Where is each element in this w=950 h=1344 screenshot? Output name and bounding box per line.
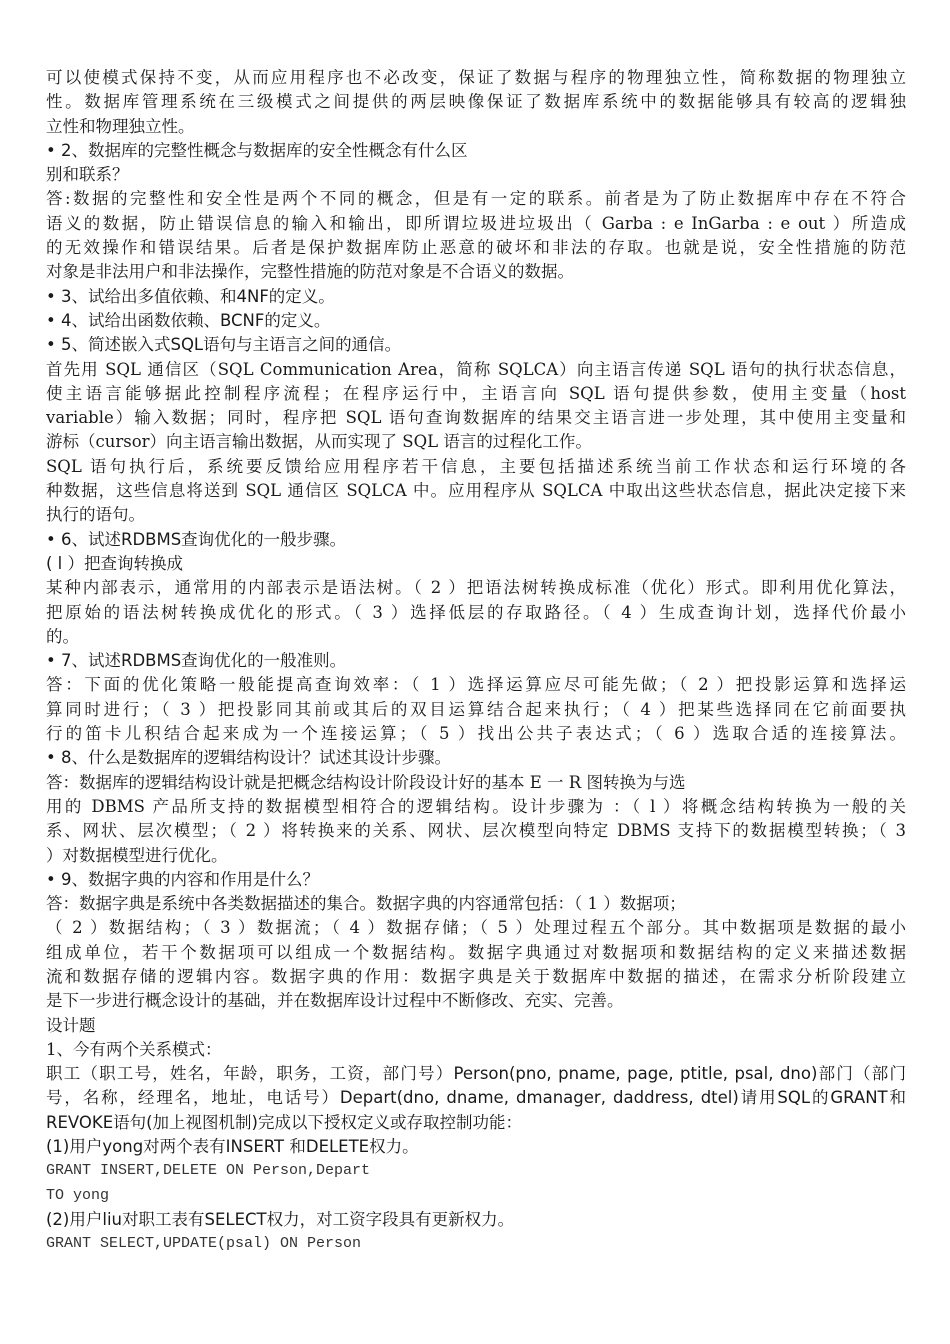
- answer-line: 的。: [46, 626, 79, 646]
- document-page: [46, 66, 906, 1257]
- answer-line: 语义的数据，防止错误信息的输入和输出，即所谓垃圾进垃圾出（ Garba : e InGarba : e out ）所造成: [46, 213, 906, 233]
- question-heading: • 5、简述嵌入式SQL语句与主语言之间的通信。: [46, 335, 402, 355]
- answer-line: ( l ）把查询转换成: [46, 553, 184, 573]
- design-question-line: REVOKE语句(加上视图机制)完成以下授权定义或存取控制功能：: [46, 1112, 522, 1132]
- answer-line: 答：数据库的逻辑结构设计就是把概念结构设计阶段设计好的基本 E 一 R 图转换为与选: [46, 772, 686, 792]
- answer-line: 流和数据存储的逻辑内容。数据字典的作用：数据字典是关于数据库中数据的描述，在需求分析阶段建立: [46, 966, 906, 986]
- design-question: 1、今有两个关系模式：: [46, 1039, 222, 1059]
- answer-line: 某种内部表示，通常用的内部表示是语法树。（ 2 ）把语法树转换成标准（优化）形式。即利用优化算法，: [46, 578, 906, 598]
- design-question-line: 号，名称，经理名，地址，电话号）Depart(dno, dname, dmanager, daddress, dtel)请用SQL的GRANT和: [46, 1088, 906, 1108]
- answer-line: variable）输入数据；同时，程序把 SQL 语句查询数据库的结果交主语言进一步处理，其中使用主变量和: [46, 408, 906, 428]
- answer-line: 对象是非法用户和非法操作，完整性措施的防范对象是不合语义的数据。: [46, 262, 574, 282]
- question-heading: • 7、试述RDBMS查询优化的一般准则。: [46, 651, 347, 671]
- sql-code-line: GRANT SELECT,UPDATE(psal) ON Person: [46, 1235, 362, 1253]
- answer-line: 答：下面的优化策略一般能提高查询效率：（ 1 ）选择运算应尽可能先做；（ 2 ）把投影运算和选择运: [46, 675, 906, 695]
- answer-line: 是下一步进行概念设计的基础，并在数据库设计过程中不断修改、充实、完善。: [46, 991, 624, 1011]
- answer-line: 的无效操作和错误结果。后者是保护数据库防止恶意的破坏和非法的存取。也就是说，安全性措施的防范: [46, 238, 906, 258]
- sql-code-line: TO yong: [46, 1186, 110, 1204]
- answer-line: 系、网状、层次模型；（ 2 ）将转换来的关系、网状、层次模型向特定 DBMS 支持下的数据模型转换；（ 3: [46, 821, 906, 841]
- design-question-line: 职工（职工号，姓名，年龄，职务，工资，部门号）Person(pno, pname, page, ptitle, psal, dno)部门（部门: [46, 1064, 906, 1084]
- question-heading: • 6、试述RDBMS查询优化的一般步骤。: [46, 529, 347, 549]
- answer-line: ）对数据模型进行优化。: [46, 845, 228, 865]
- answer-line: 把原始的语法树转换成优化的形式。（ 3 ）选择低层的存取路径。（ 4 ）生成查询计划，选择代价最小: [46, 602, 906, 622]
- answer-line: 种数据，这些信息将送到 SQL 通信区 SQLCA 中。应用程序从 SQLCA 中取出这些状态信息，据此决定接下来: [46, 481, 906, 501]
- answer-line: SQL 语句执行后，系统要反馈给应用程序若干信息，主要包括描述系统当前工作状态和运行环境的各: [46, 456, 906, 476]
- sub-question: (2)用户liu对职工表有SELECT权力，对工资字段具有更新权力。: [46, 1209, 515, 1229]
- answer-line: 组成单位，若干个数据项可以组成一个数据结构。数据字典通过对数据项和数据结构的定义来描述数据: [46, 942, 906, 962]
- paragraph-line: 可以使模式保持不变，从而应用程序也不必改变，保证了数据与程序的物理独立性，简称数据的物理独立: [46, 68, 906, 87]
- answer-line: 执行的语句。: [46, 505, 145, 525]
- answer-line: 用的 DBMS 产品所支持的数据模型相符合的逻辑结构。设计步骤为 ：（ l ）将概念结构转换为一般的关: [46, 796, 906, 816]
- question-heading: 别和联系？: [46, 165, 129, 185]
- sql-code-line: GRANT INSERT,DELETE ON Person,Depart: [46, 1162, 371, 1180]
- question-heading: • 4、试给出函数依赖、BCNF的定义。: [46, 310, 331, 330]
- paragraph-line: 性。数据库管理系统在三级模式之间提供的两层映像保证了数据库系统中的数据能够具有较高的逻辑独: [46, 92, 906, 112]
- answer-line: 行的笛卡儿积结合起来成为一个连接运算；（ 5 ）找出公共子表达式；（ 6 ）选取合适的连接算法。: [46, 724, 906, 744]
- answer-line: 游标（cursor）向主语言输出数据，从而实现了 SQL 语言的过程化工作。: [46, 432, 592, 452]
- section-heading: 设计题: [46, 1015, 96, 1035]
- answer-line: 使主语言能够据此控制程序流程；在程序运行中，主语言向 SQL 语句提供参数，使用主变量（host: [46, 383, 906, 403]
- answer-line: 答：数据字典是系统中各类数据描述的集合。数据字典的内容通常包括：（ 1 ）数据项；: [46, 894, 686, 914]
- question-heading: • 9、数据字典的内容和作用是什么？: [46, 869, 319, 889]
- question-heading: • 3、试给出多值依赖、和4NF的定义。: [46, 286, 335, 306]
- paragraph-line: 立性和物理独立性。: [46, 116, 195, 136]
- sub-question: (1)用户yong对两个表有INSERT 和DELETE权力。: [46, 1137, 419, 1157]
- answer-line: （ 2 ）数据结构；（ 3 ）数据流；（ 4 ）数据存储；（ 5 ）处理过程五个部分。其中数据项是数据的最小: [46, 918, 906, 938]
- answer-line: 答:数据的完整性和安全性是两个不同的概念，但是有一定的联系。前者是为了防止数据库中存在不符合: [46, 189, 906, 209]
- answer-line: 首先用 SQL 通信区（SQL Communication Area，简称 SQLCA）向主语言传递 SQL 语句的执行状态信息，: [46, 359, 906, 379]
- question-heading: • 2、数据库的完整性概念与数据库的安全性概念有什么区: [46, 140, 468, 160]
- question-heading: • 8、什么是数据库的逻辑结构设计？试述其设计步骤。: [46, 748, 451, 768]
- answer-line: 算同时进行；（ 3 ）把投影同其前或其后的双目运算结合起来执行；（ 4 ）把某些选择同在它前面要执: [46, 699, 906, 719]
